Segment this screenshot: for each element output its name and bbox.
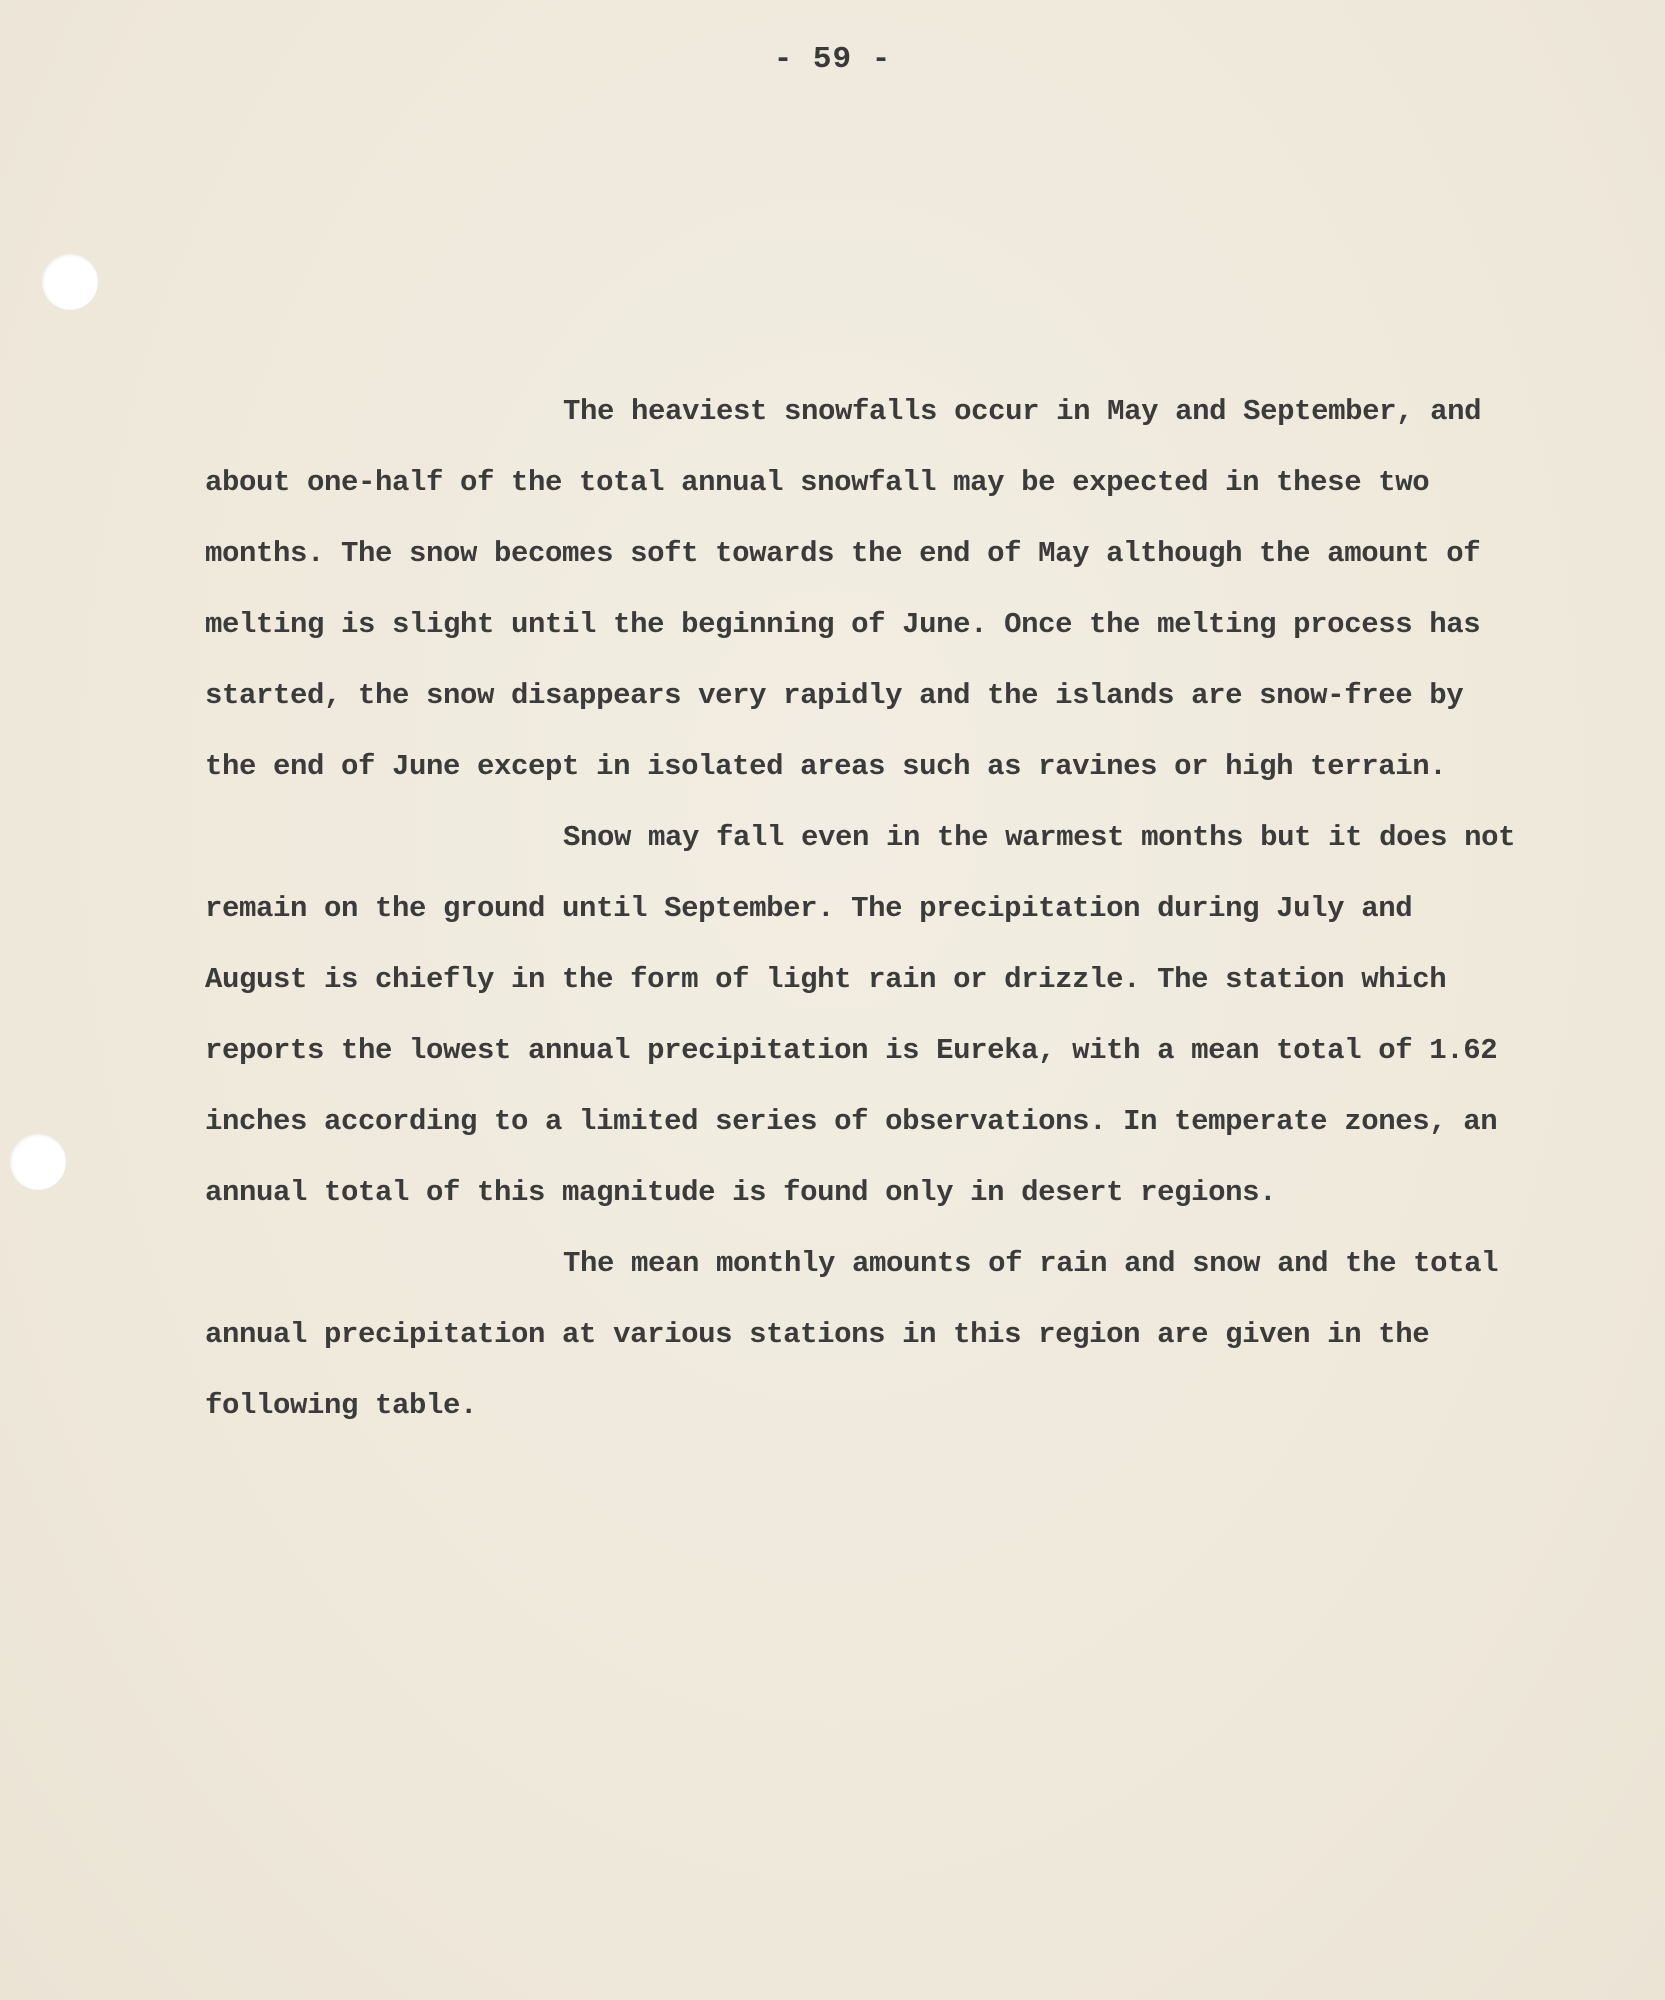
paragraph-table-intro: The mean monthly amounts of rain and snow and the total annual precipitation at various stations in this region are given in the following table.: [205, 1247, 1499, 1422]
body-text: [205, 376, 1520, 1441]
punch-hole-bottom: [10, 1134, 66, 1190]
paragraph-snowfall: The heaviest snowfalls occur in May and September, and about one-half of the total annual snowfall may be expected in these two months. The snow becomes soft towards the end of May although the amount of melting is slight until the beginning of June. Once the melting process has started, the snow disappears very rapidly and the islands are snow-free by the end of June except in isolated areas such as ravines or high terrain.: [205, 395, 1482, 783]
paragraph-precipitation: Snow may fall even in the warmest months but it does not remain on the ground until September. The precipitation during July and August is chiefly in the form of light rain or drizzle. The station which reports the lowest annual precipitation is Eureka, with a mean total of 1.62 inches according to a limited series of observations. In temperate zones, an annual total of this magnitude is found only in desert regions.: [205, 821, 1516, 1209]
punch-hole-top: [42, 254, 98, 310]
page-number: - 59 -: [773, 42, 892, 77]
